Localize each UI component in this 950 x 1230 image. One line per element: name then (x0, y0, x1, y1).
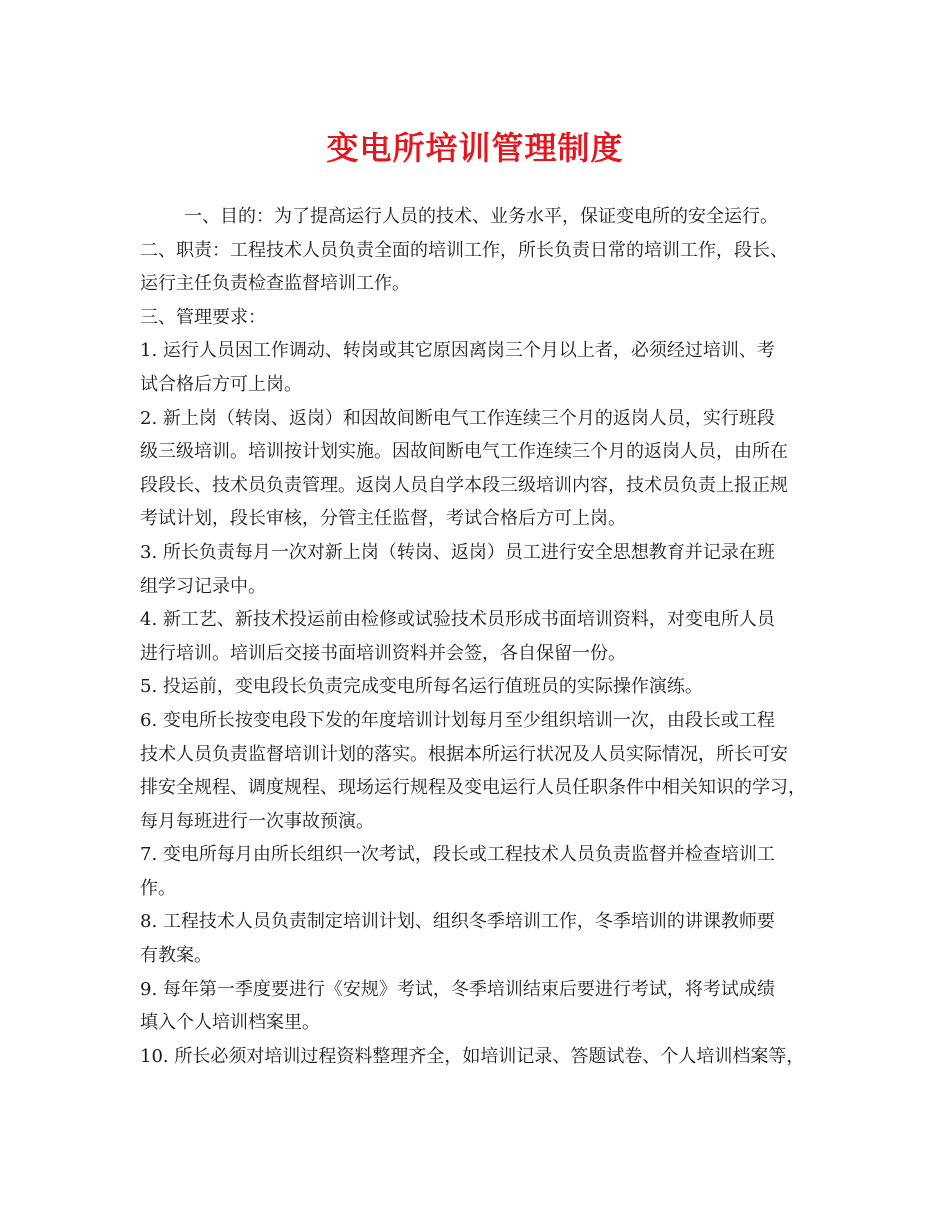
document-title: 变电所培训管理制度 (326, 129, 624, 167)
paragraph-line: 作。 (140, 877, 176, 899)
paragraph-line: 5. 投运前，变电段长负责完成变电所每名运行值班员的实际操作演练。 (140, 676, 703, 698)
paragraph-line: 级三级培训。培训按计划实施。因故间断电气工作连续三个月的返岗人员，由所在 (140, 441, 788, 463)
paragraph-line: 3. 所长负责每月一次对新上岗（转岗、返岗）员工进行安全思想教育并记录在班 (140, 541, 775, 563)
paragraph-line: 三、管理要求： (140, 306, 266, 328)
paragraph-line: 段段长、技术员负责管理。返岗人员自学本段三级培训内容，技术员负责上报正规 (140, 474, 788, 496)
paragraph-line: 每月每班进行一次事故预演。 (140, 810, 374, 832)
document-body (140, 200, 830, 1073)
paragraph-line: 试合格后方可上岗。 (140, 373, 302, 395)
paragraph-line: 二、职责：工程技术人员负责全面的培训工作，所长负责日常的培训工作，段长、 (140, 239, 788, 261)
paragraph-line: 1. 运行人员因工作调动、转岗或其它原因离岗三个月以上者，必须经过培训、考 (140, 340, 775, 362)
paragraph-line: 7. 变电所每月由所长组织一次考试，段长或工程技术人员负责监督并检查培训工 (140, 844, 775, 866)
paragraph-line: 2. 新上岗（转岗、返岗）和因故间断电气工作连续三个月的返岗人员，实行班段 (140, 407, 775, 429)
paragraph-line: 填入个人培训档案里。 (140, 1012, 320, 1034)
paragraph-line: 组学习记录中。 (140, 575, 266, 597)
paragraph-line: 8. 工程技术人员负责制定培训计划、组织冬季培训工作，冬季培训的讲课教师要 (140, 911, 775, 933)
paragraph-line: 9. 每年第一季度要进行《安规》考试，冬季培训结束后要进行考试，将考试成绩 (140, 978, 775, 1000)
paragraph-line: 有教案。 (140, 945, 212, 967)
paragraph-line: 排安全规程、调度规程、现场运行规程及变电运行人员任职条件中相关知识的学习， (140, 777, 806, 799)
paragraph-line: 技术人员负责监督培训计划的落实。根据本所运行状况及人员实际情况，所长可安 (140, 743, 788, 765)
paragraph-line: 10. 所长必须对培训过程资料整理齐全，如培训记录、答题试卷、个人培训档案等， (140, 1045, 805, 1067)
paragraph-line: 一、目的：为了提高运行人员的技术、业务水平，保证变电所的安全运行。 (184, 206, 778, 227)
paragraph-line: 运行主任负责检查监督培训工作。 (140, 273, 410, 295)
paragraph-line: 考试计划，段长审核，分管主任监督，考试合格后方可上岗。 (140, 508, 626, 530)
paragraph-line: 4. 新工艺、新技术投运前由检修或试验技术员形成书面培训资料，对变电所人员 (140, 609, 775, 631)
paragraph-line: 进行培训。培训后交接书面培训资料并会签，各自保留一份。 (140, 642, 626, 664)
paragraph-line: 6. 变电所长按变电段下发的年度培训计划每月至少组织培训一次，由段长或工程 (140, 709, 775, 731)
